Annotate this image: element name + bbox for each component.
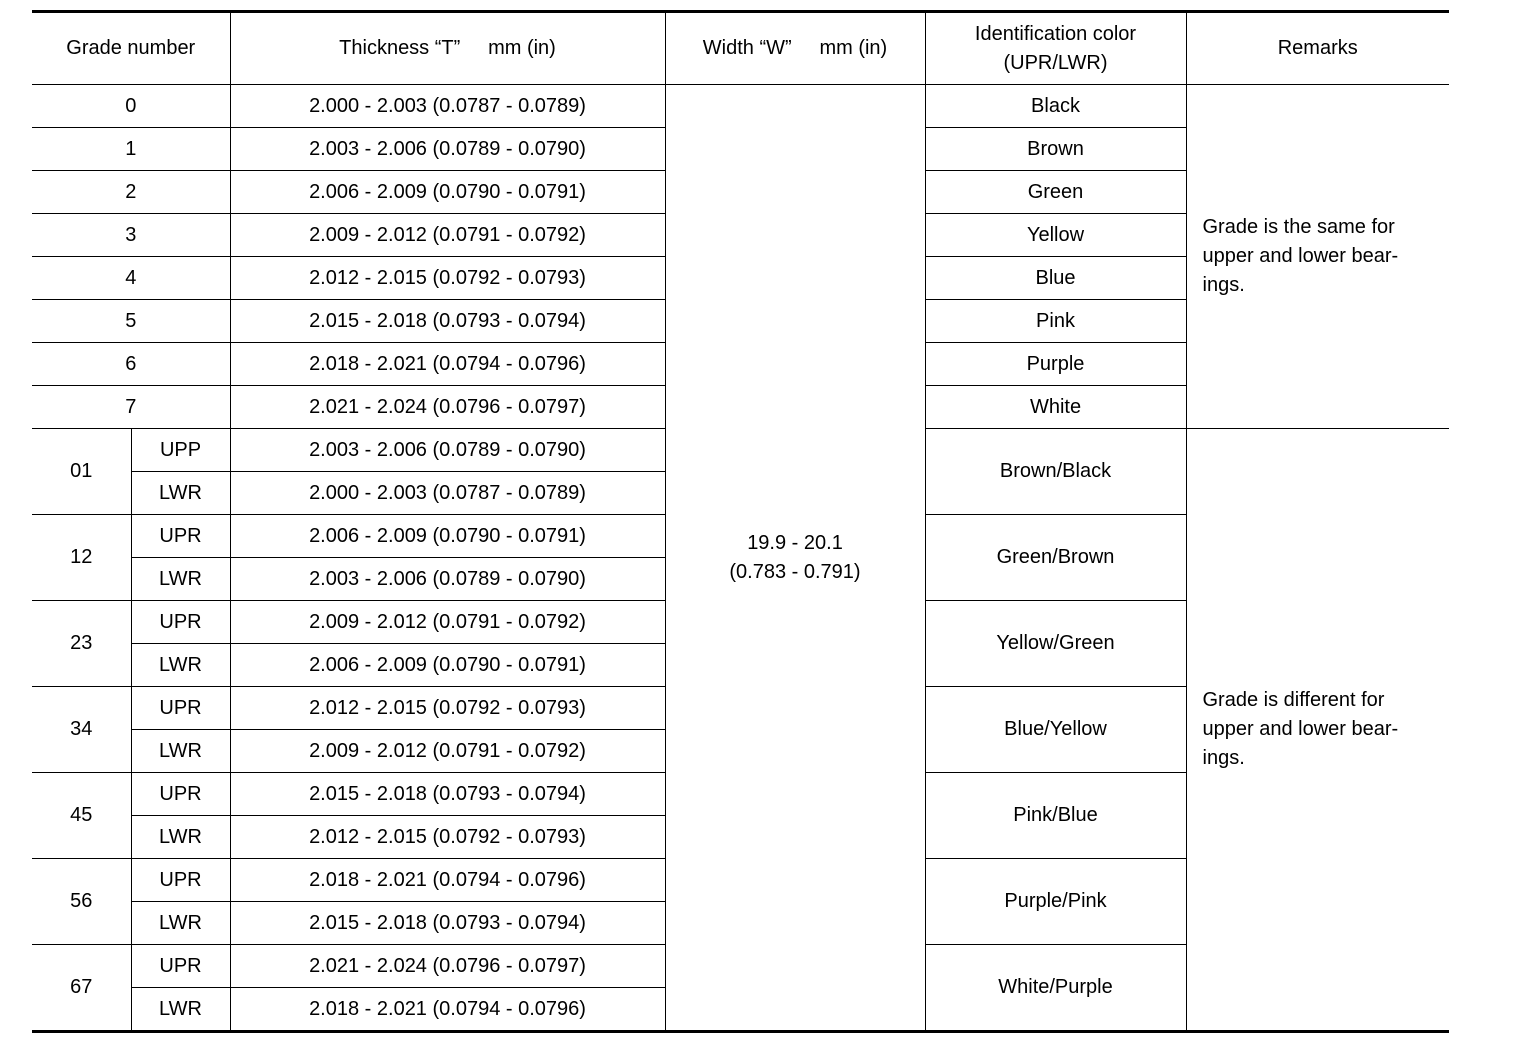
grade-number-cell: 7	[32, 386, 230, 429]
thickness-cell: 2.015 - 2.018 (0.0793 - 0.0794)	[230, 300, 665, 343]
thickness-cell: 2.012 - 2.015 (0.0792 - 0.0793)	[230, 687, 665, 730]
lower-label-cell: LWR	[131, 644, 230, 687]
thickness-cell: 2.009 - 2.012 (0.0791 - 0.0792)	[230, 730, 665, 773]
grade-number-cell: 3	[32, 214, 230, 257]
header-identification-color	[925, 12, 1186, 85]
identification-color-cell: White/Purple	[925, 945, 1186, 1032]
grade-number-cell: 4	[32, 257, 230, 300]
identification-color-cell: White	[925, 386, 1186, 429]
identification-color-cell: Pink	[925, 300, 1186, 343]
grade-number-cell: 12	[32, 515, 131, 601]
remarks-same-grade	[1186, 85, 1449, 429]
thickness-cell: 2.009 - 2.012 (0.0791 - 0.0792)	[230, 214, 665, 257]
width-value-in: (0.783 - 0.791)	[729, 560, 861, 583]
thickness-cell: 2.006 - 2.009 (0.0790 - 0.0791)	[230, 644, 665, 687]
identification-color-cell: Green/Brown	[925, 515, 1186, 601]
grade-number-cell: 6	[32, 343, 230, 386]
thickness-cell: 2.000 - 2.003 (0.0787 - 0.0789)	[230, 472, 665, 515]
upper-label-cell: UPR	[131, 945, 230, 988]
thickness-cell: 2.000 - 2.003 (0.0787 - 0.0789)	[230, 85, 665, 128]
identification-color-cell: Blue/Yellow	[925, 687, 1186, 773]
header-grade-number: Grade number	[32, 12, 230, 85]
grade-number-cell: 67	[32, 945, 131, 1032]
lower-label-cell: LWR	[131, 902, 230, 945]
identification-color-cell: Purple	[925, 343, 1186, 386]
thickness-cell: 2.021 - 2.024 (0.0796 - 0.0797)	[230, 386, 665, 429]
grade-number-cell: 5	[32, 300, 230, 343]
lower-label-cell: LWR	[131, 472, 230, 515]
thickness-cell: 2.015 - 2.018 (0.0793 - 0.0794)	[230, 773, 665, 816]
header-row	[32, 12, 1449, 85]
header-color-line1: Identification color	[974, 22, 1137, 45]
identification-color-cell: Black	[925, 85, 1186, 128]
upper-label-cell: UPR	[131, 859, 230, 902]
remarks-same-grade-text: Grade is the same for upper and lower bear-ings.	[1202, 216, 1399, 296]
upper-label-cell: UPR	[131, 687, 230, 730]
upper-label-cell: UPR	[131, 515, 230, 558]
remarks-different-grade-text: Grade is different for upper and lower bear-ings.	[1202, 689, 1399, 769]
thickness-cell: 2.009 - 2.012 (0.0791 - 0.0792)	[230, 601, 665, 644]
table-body	[32, 85, 1449, 1032]
upper-label-cell: UPR	[131, 773, 230, 816]
grade-number-cell: 34	[32, 687, 131, 773]
thickness-cell: 2.012 - 2.015 (0.0792 - 0.0793)	[230, 257, 665, 300]
lower-label-cell: LWR	[131, 988, 230, 1032]
grade-number-cell: 45	[32, 773, 131, 859]
header-color-line2: (UPR/LWR)	[1003, 51, 1108, 74]
upper-label-cell: UPP	[131, 429, 230, 472]
thickness-cell: 2.018 - 2.021 (0.0794 - 0.0796)	[230, 859, 665, 902]
grade-number-cell: 1	[32, 128, 230, 171]
thickness-cell: 2.006 - 2.009 (0.0790 - 0.0791)	[230, 515, 665, 558]
thickness-cell: 2.012 - 2.015 (0.0792 - 0.0793)	[230, 816, 665, 859]
thickness-cell: 2.006 - 2.009 (0.0790 - 0.0791)	[230, 171, 665, 214]
grade-number-cell: 2	[32, 171, 230, 214]
identification-color-cell: Blue	[925, 257, 1186, 300]
upper-label-cell: UPR	[131, 601, 230, 644]
lower-label-cell: LWR	[131, 730, 230, 773]
thickness-cell: 2.003 - 2.006 (0.0789 - 0.0790)	[230, 558, 665, 601]
identification-color-cell: Green	[925, 171, 1186, 214]
header-thickness: Thickness “T” mm (in)	[230, 12, 665, 85]
header-width: Width “W” mm (in)	[665, 12, 925, 85]
thickness-cell: 2.021 - 2.024 (0.0796 - 0.0797)	[230, 945, 665, 988]
grade-number-cell: 23	[32, 601, 131, 687]
header-remarks: Remarks	[1186, 12, 1449, 85]
identification-color-cell: Purple/Pink	[925, 859, 1186, 945]
identification-color-cell: Brown	[925, 128, 1186, 171]
thickness-cell: 2.018 - 2.021 (0.0794 - 0.0796)	[230, 988, 665, 1032]
grade-number-cell: 56	[32, 859, 131, 945]
table-row	[32, 85, 1449, 128]
width-value-mm: 19.9 - 20.1	[747, 531, 843, 554]
thickness-cell: 2.003 - 2.006 (0.0789 - 0.0790)	[230, 128, 665, 171]
grade-number-cell: 01	[32, 429, 131, 515]
identification-color-cell: Yellow	[925, 214, 1186, 257]
grade-number-cell: 0	[32, 85, 230, 128]
lower-label-cell: LWR	[131, 816, 230, 859]
lower-label-cell: LWR	[131, 558, 230, 601]
identification-color-cell: Yellow/Green	[925, 601, 1186, 687]
thickness-cell: 2.015 - 2.018 (0.0793 - 0.0794)	[230, 902, 665, 945]
remarks-different-grade	[1186, 429, 1449, 1032]
thickness-cell: 2.018 - 2.021 (0.0794 - 0.0796)	[230, 343, 665, 386]
identification-color-cell: Brown/Black	[925, 429, 1186, 515]
identification-color-cell: Pink/Blue	[925, 773, 1186, 859]
thickness-cell: 2.003 - 2.006 (0.0789 - 0.0790)	[230, 429, 665, 472]
bearing-grade-table	[32, 10, 1449, 1033]
width-cell	[665, 85, 925, 1032]
